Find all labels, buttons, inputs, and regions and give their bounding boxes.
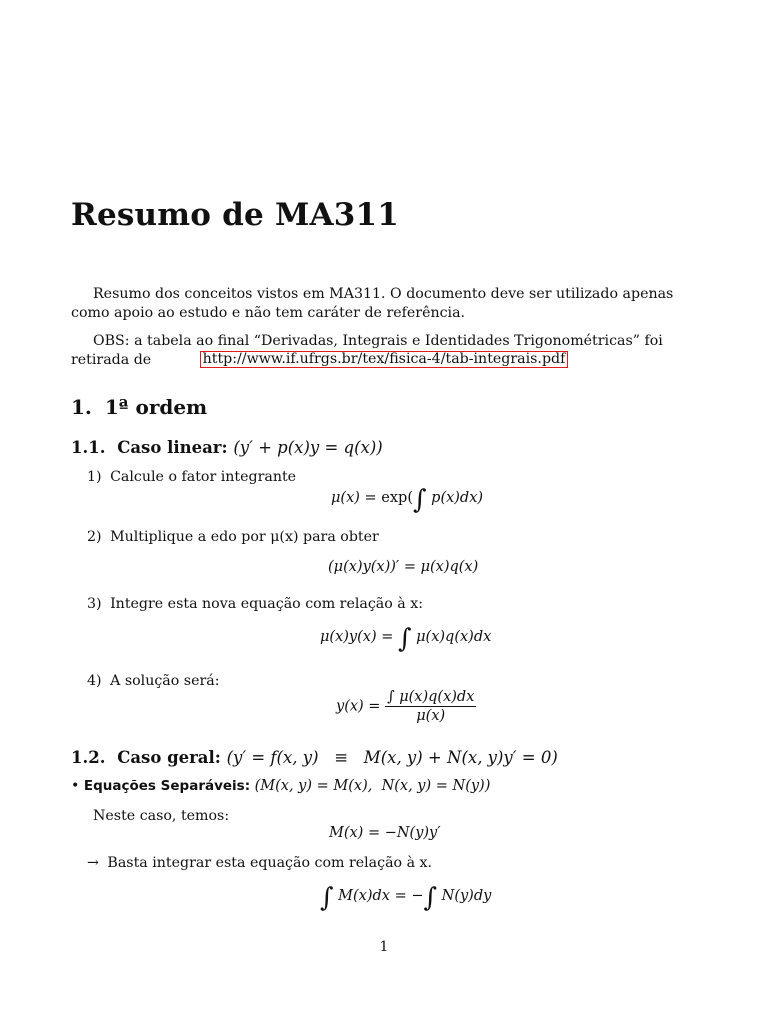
step-text: Multiplique a edo por μ(x) para obter [110, 529, 379, 545]
source-link[interactable]: http://www.if.ufrgs.br/tex/fisica-4/tab-integrais.pdf [200, 351, 569, 368]
obs-text: OBS: a tabela ao final “Derivadas, Integrais e Identidades Trigonométricas” foi retirada de [71, 333, 663, 368]
subsection-heading-1-2 [71, 748, 558, 767]
equation-product: (μ(x)y(x))′ = μ(x)q(x) [328, 559, 479, 575]
subsection-label: Caso linear: [117, 438, 228, 457]
integral-sign: ∫ [413, 485, 427, 515]
step-number: 4) [87, 673, 102, 689]
neste-caso-text: Neste caso, temos: [93, 808, 230, 824]
bullet-separable [71, 778, 490, 794]
step-3 [87, 596, 423, 612]
step-text: Integre esta nova equação com relação à x: [110, 596, 424, 612]
step-4 [87, 673, 219, 689]
page-number: 1 [379, 939, 389, 955]
subsection-label: Caso geral: [117, 748, 221, 767]
subsection-number: 1.2. [71, 748, 106, 767]
arrow-icon: → [87, 855, 99, 871]
intro-paragraph: Resumo dos conceitos vistos em MA311. O documento deve ser utilizado apenas como apoio ao estudo e não tem caráter de referência. [71, 286, 674, 321]
arrow-text: Basta integrar esta equação com relação à x. [107, 855, 433, 871]
equation-integrated: μ(x)y(x) = ∫ μ(x)q(x)dx [320, 624, 492, 654]
integral-sign: ∫ [320, 883, 334, 913]
equation-solution: y(x) = $\frac{\int \mu(x)q(x)dx}{\mu(x)}$ [336, 689, 475, 724]
step-number: 3) [87, 596, 102, 612]
equation-integrating-factor: μ(x) = exp(∫ p(x)dx) [331, 485, 484, 515]
subsection-formula: (y′ + p(x)y = q(x)) [233, 438, 383, 457]
document-title: Resumo de MA311 [71, 197, 400, 233]
step-text: Calcule o fator integrante [110, 469, 297, 485]
subsection-formula: (y′ = f(x, y) ≡ M(x, y) + N(x, y)y′ = 0) [226, 748, 558, 767]
equation-separable: M(x) = −N(y)y′ [329, 825, 441, 841]
fraction: $\frac{\int \mu(x)q(x)dx}{\mu(x)}$ [387, 689, 475, 724]
step-number: 2) [87, 529, 102, 545]
step-1 [87, 469, 296, 485]
bullet-marker: • [71, 778, 80, 794]
equation-integral-separable: ∫ M(x)dx = −∫ N(y)dy [320, 883, 492, 913]
bullet-formula: (M(x, y) = M(x), N(x, y) = N(y)) [254, 778, 491, 794]
integral-sign: ∫ [397, 624, 412, 654]
section-heading-1 [71, 395, 207, 419]
step-2 [87, 529, 379, 545]
step-text: A solução será: [110, 673, 220, 689]
section-number: 1. [71, 395, 92, 419]
link-row [0, 351, 768, 368]
step-number: 1) [87, 469, 102, 485]
bullet-label: Equações Separáveis: [83, 778, 251, 794]
section-title: 1ª ordem [104, 395, 208, 419]
arrow-line [87, 855, 432, 871]
subsection-heading-1-1 [71, 438, 383, 457]
integral-sign: ∫ [423, 883, 438, 913]
subsection-number: 1.1. [71, 438, 106, 457]
